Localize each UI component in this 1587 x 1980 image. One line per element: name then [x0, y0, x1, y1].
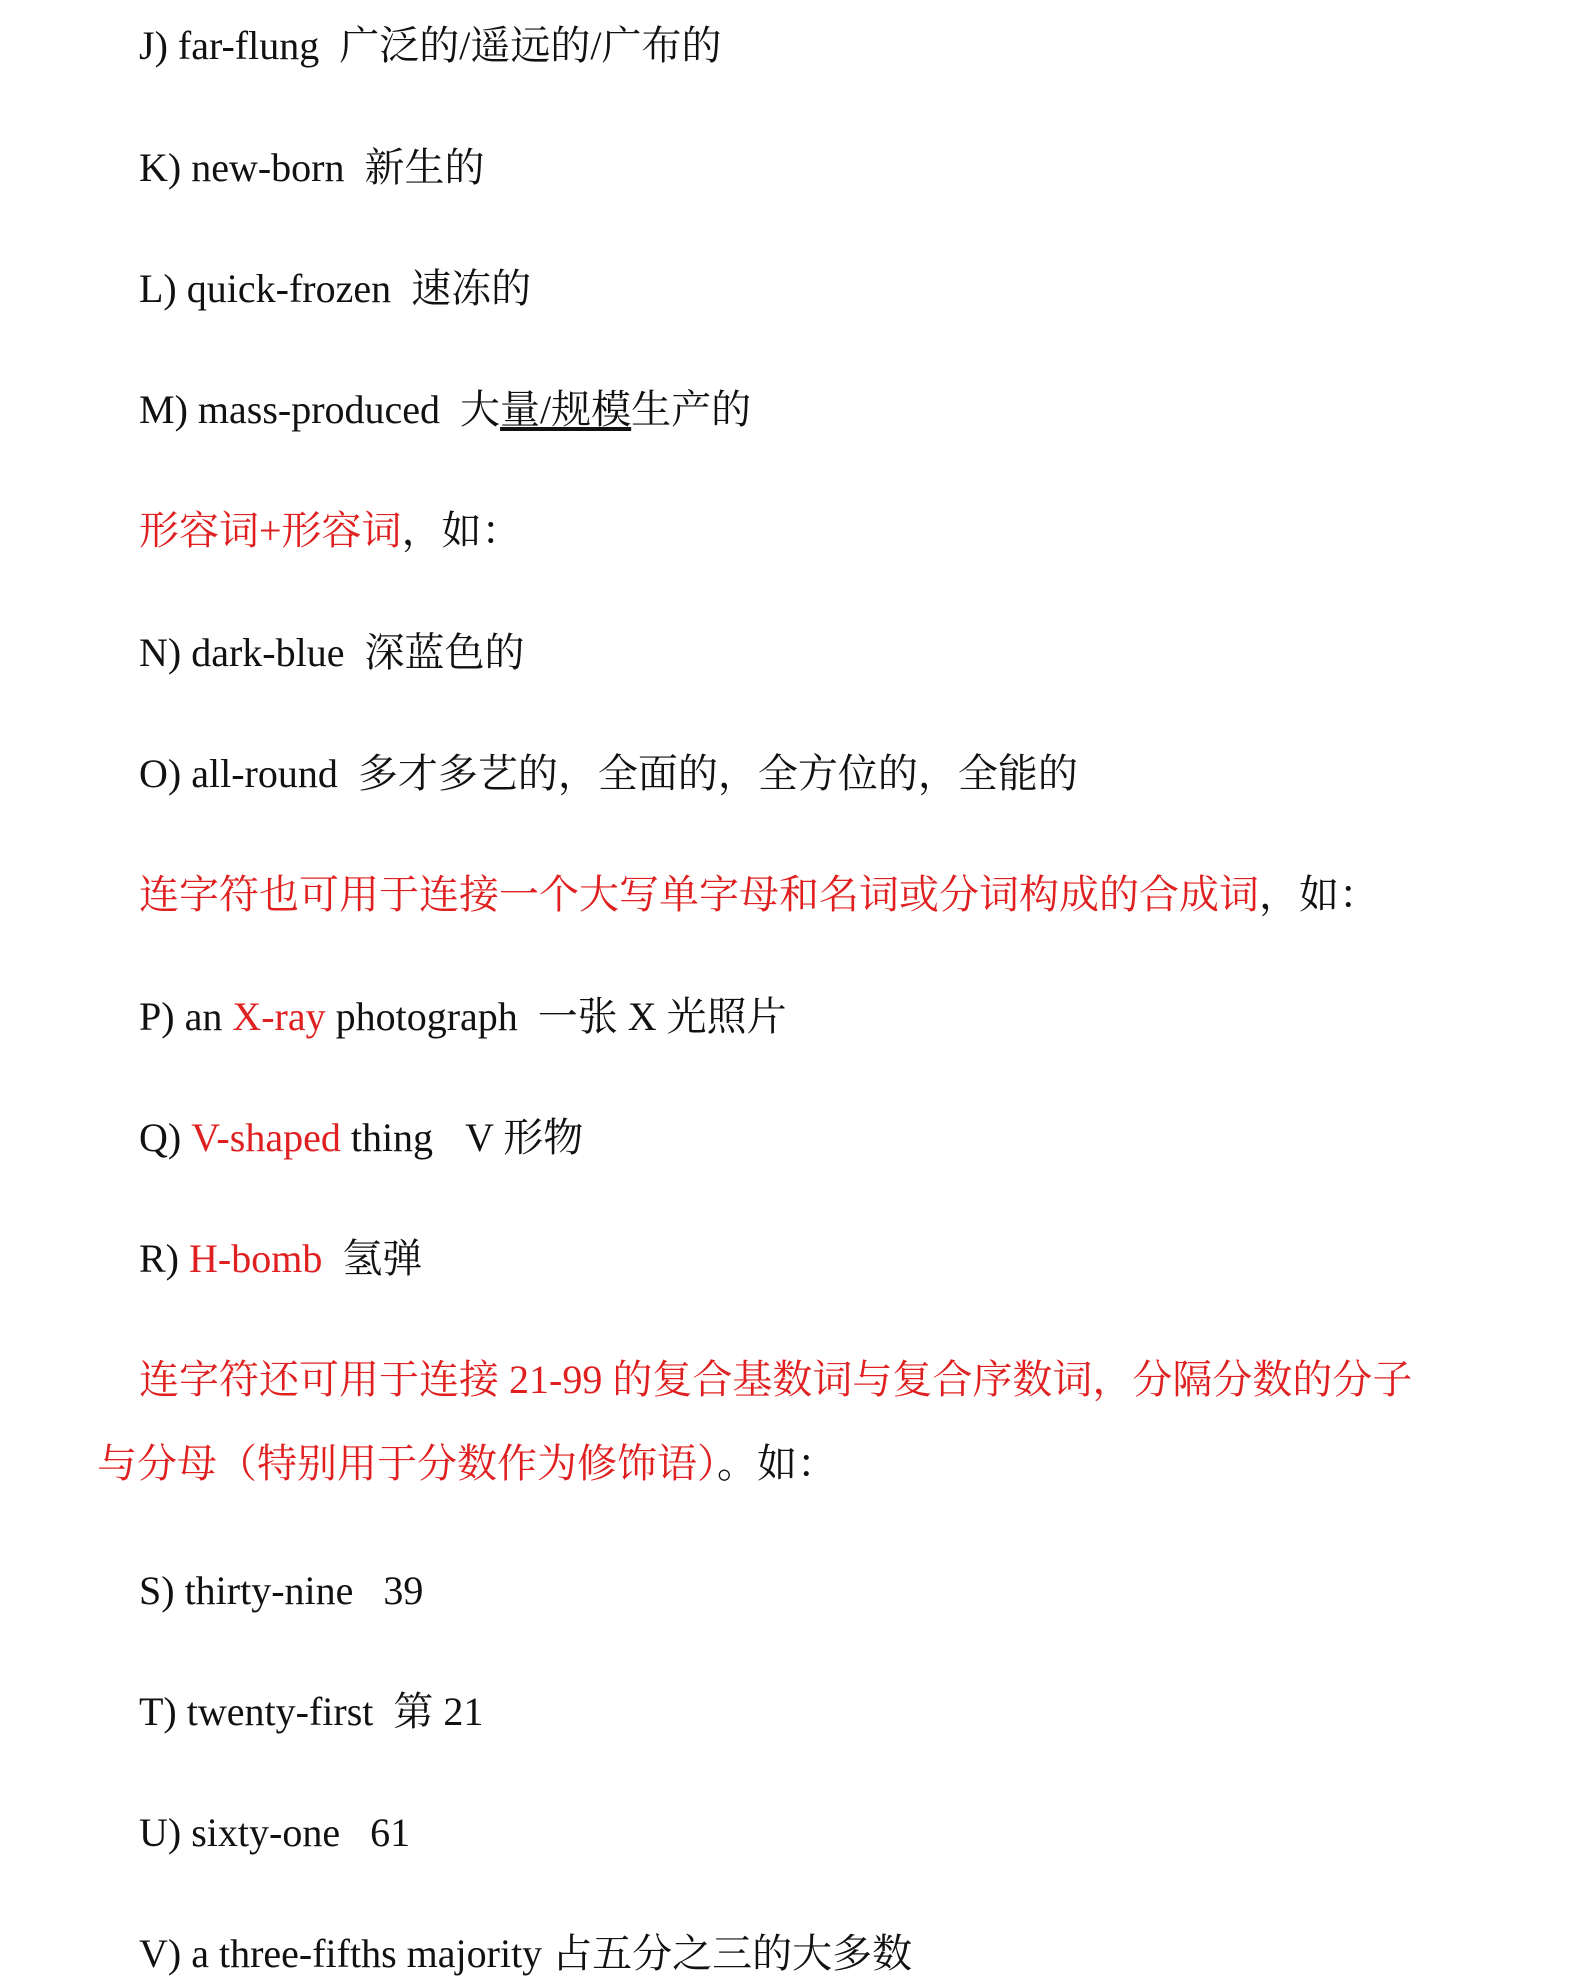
example-q: [139, 1114, 583, 1162]
section-heading-adj-adj: [139, 507, 522, 555]
example-q-meaning: V 形物: [465, 1115, 584, 1160]
example-t-term: T) twenty-first: [139, 1689, 374, 1734]
example-p: [139, 993, 787, 1041]
example-p-prefix: P) an: [139, 994, 223, 1039]
example-r: [139, 1235, 422, 1283]
example-j-meaning: 广泛的/遥远的/广布的: [339, 23, 722, 68]
example-v-meaning: 占五分之三的大多数: [552, 1931, 913, 1976]
example-o: [139, 750, 1078, 798]
example-j: [139, 22, 721, 70]
section-heading-numbers-line2: [97, 1440, 837, 1488]
example-r-prefix: R): [139, 1236, 179, 1281]
example-p-highlight: X-ray: [232, 994, 326, 1039]
section-heading-numbers-line1: 连字符还可用于连接 21-99 的复合基数词与复合序数词，分隔分数的分子: [139, 1357, 1413, 1402]
example-u: [139, 1809, 410, 1857]
example-m: [139, 386, 751, 434]
example-q-rest: thing: [350, 1115, 434, 1160]
example-k-meaning: 新生的: [364, 145, 485, 190]
heading-capital-letter-text: 连字符也可用于连接一个大写单字母和名词或分词构成的合成词: [139, 872, 1259, 917]
example-n-term: N) dark-blue: [139, 630, 345, 675]
example-p-rest: photograph: [335, 994, 518, 1039]
example-n: [139, 629, 524, 677]
example-r-meaning: 氢弹: [342, 1236, 423, 1281]
example-v-term: V) a three-fifths majority: [139, 1931, 543, 1976]
example-k-term: K) new-born: [139, 145, 345, 190]
example-m-meaning-end: 生产的: [631, 387, 752, 432]
example-s: [139, 1567, 423, 1615]
example-l: [139, 265, 531, 313]
example-m-meaning-start: 大: [460, 387, 501, 432]
example-o-term: O) all-round: [139, 751, 338, 796]
example-p-meaning: 一张 X 光照片: [537, 994, 787, 1039]
section-heading-capital-letter: [139, 871, 1379, 919]
example-j-term: J) far-flung: [139, 23, 320, 68]
example-u-term: U) sixty-one: [139, 1810, 341, 1855]
example-m-term: M) mass-produced: [139, 387, 441, 432]
example-u-meaning: 61: [370, 1810, 411, 1855]
example-s-term: S) thirty-nine: [139, 1568, 354, 1613]
example-r-highlight: H-bomb: [189, 1236, 323, 1281]
example-l-meaning: 速冻的: [411, 266, 532, 311]
example-k: [139, 144, 485, 192]
example-q-prefix: Q): [139, 1115, 182, 1160]
example-n-meaning: 深蓝色的: [364, 630, 525, 675]
heading-adj-adj-text: 形容词+形容词: [139, 508, 402, 553]
heading-capital-letter-suffix: ，如：: [1259, 872, 1379, 917]
heading-adj-adj-suffix: ，如：: [401, 508, 522, 553]
example-m-meaning-underlined: 量/规模: [500, 387, 632, 432]
example-q-highlight: V-shaped: [191, 1115, 341, 1160]
heading-numbers-line2-text: 与分母（特别用于分数作为修饰语）: [97, 1441, 717, 1486]
example-s-meaning: 39: [383, 1568, 424, 1613]
example-o-meaning: 多才多艺的，全面的，全方位的，全能的: [357, 751, 1078, 796]
example-t: [139, 1688, 483, 1736]
heading-numbers-line2-suffix: 。如：: [717, 1441, 837, 1486]
example-v: [139, 1930, 912, 1978]
example-l-term: L) quick-frozen: [139, 266, 392, 311]
example-t-meaning: 第 21: [393, 1689, 484, 1734]
